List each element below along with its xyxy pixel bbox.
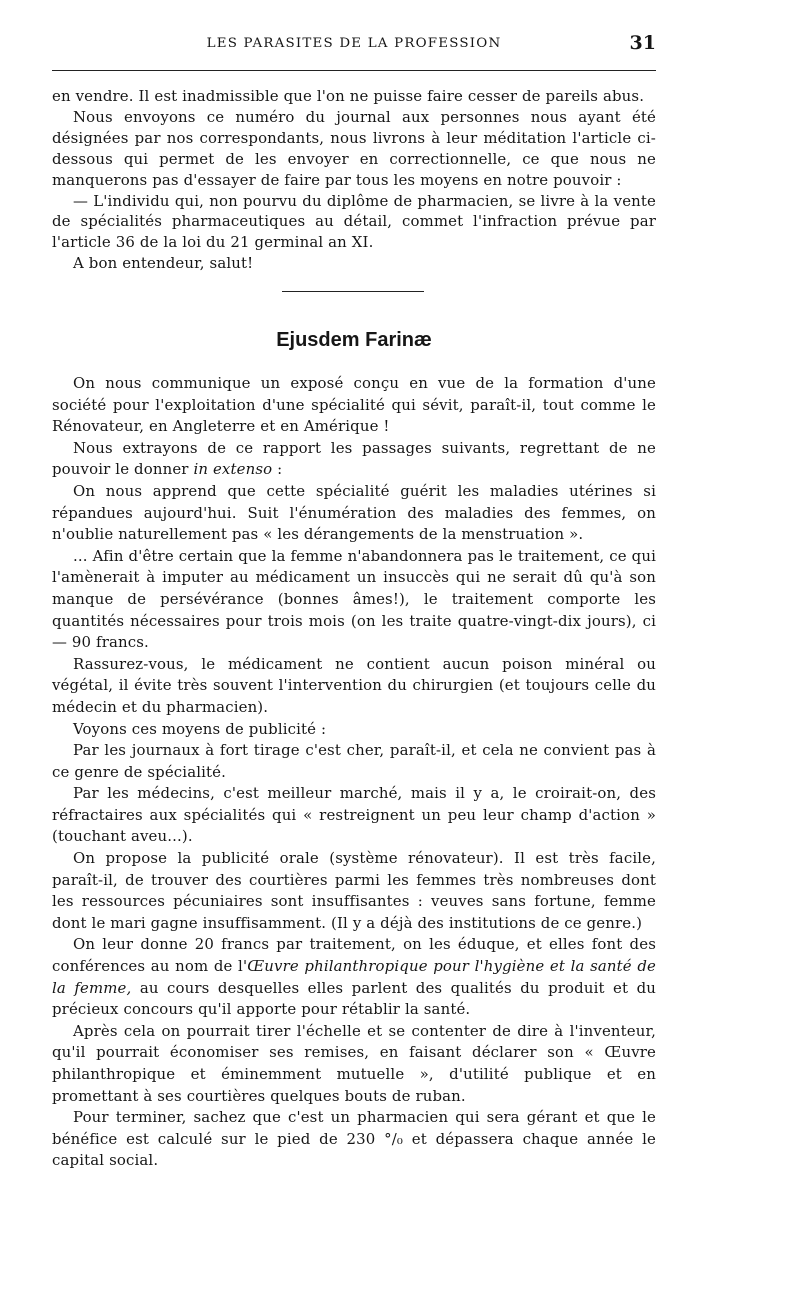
article-body bbox=[52, 373, 656, 1172]
page-number: 31 bbox=[629, 32, 656, 54]
header-rule bbox=[52, 70, 656, 71]
article-paragraph: ... Afin d'être certain que la femme n'abandonnera pas le traitement, ce qui l'amènerait à imputer au médicament un insuccès qui ne serait dû qu'à son manque de persévérance (bonnes âmes!), le traitement comporte les quantités nécessaires pour trois mois (on les traite quatre-vingt-dix jours), ci — 90 francs. bbox=[52, 546, 656, 652]
text-span: au cours desquelles elles parlent des qualités du produit et du précieux concours qu'il apporte pour rétablir la santé. bbox=[52, 978, 656, 1019]
section-title: Ejusdem Farinæ bbox=[276, 329, 432, 351]
intro-text bbox=[52, 86, 656, 274]
article-paragraph bbox=[52, 934, 656, 1020]
page-header bbox=[52, 34, 656, 58]
article-paragraph: Rassurez-vous, le médicament ne contient aucun poison minéral ou végétal, il évite très souvent l'intervention du chirurgien (et toujours celle du médecin et du pharmacien). bbox=[52, 654, 656, 716]
article-paragraph: Par les médecins, c'est meilleur marché, mais il y a, le croirait-on, des réfractaires aux spécialités qui « restreignent un peu leur champ d'action » (touchant aveu...). bbox=[52, 784, 656, 846]
italic-phrase: in extenso bbox=[193, 460, 273, 479]
article-paragraph: Par les journaux à fort tirage c'est cher, paraît-il, et cela ne convient pas à ce genre de spécialité. bbox=[52, 741, 656, 781]
text-span: : bbox=[272, 460, 283, 479]
running-title: LES PARASITES DE LA PROFESSION bbox=[206, 36, 502, 51]
article-paragraph: On nous communique un exposé conçu en vue de la formation d'une société pour l'exploitation d'une spécialité qui sévit, paraît-il, tout comme le Rénovateur, en Angleterre et en Amérique ! bbox=[52, 374, 656, 436]
article-paragraph: On nous apprend que cette spécialité guérit les maladies utérines si répandues aujourd'hui. Suit l'énumération des maladies des femmes, on n'oublie naturellement pas « les dérangements de la menstruation ». bbox=[52, 481, 656, 544]
article-paragraph: Après cela on pourrait tirer l'échelle et se contenter de dire à l'inventeur, qu'il pourrait économiser ses remises, en faisant déclarer son « Œuvre philanthropique et éminemment mutuelle », d'utilité publique et en promettant à ses courtières quelques bouts de ruban. bbox=[52, 1021, 656, 1105]
article-paragraph: Pour terminer, sachez que c'est un pharmacien qui sera gérant et que le bénéfice est calculé sur le pied de 230 °/₀ et dépassera chaque année le capital social. bbox=[52, 1108, 656, 1170]
intro-paragraph: en vendre. Il est inadmissible que l'on ne puisse faire cesser de pareils abus. bbox=[52, 87, 645, 105]
article-paragraph bbox=[52, 438, 656, 481]
law-quote-paragraph: — L'individu qui, non pourvu du diplôme de pharmacien, se livre à la vente de spécialités pharmaceutiques au détail, commet l'infraction prévue par l'article 36 de la loi du 21 germinal an XI. bbox=[52, 191, 656, 252]
article-paragraph: On propose la publicité orale (système rénovateur). Il est très facile, paraît-il, de trouver des courtières parmi les femmes très nombreuses dont les ressources pécuniaires sont insuffisantes : veuves sans fortune, femme dont le mari gagne insuffisamment. (Il y a déjà des institutions de ce genre.) bbox=[52, 849, 656, 932]
article-paragraph: Voyons ces moyens de publicité : bbox=[73, 719, 327, 738]
closing-paragraph: A bon entendeur, salut! bbox=[73, 254, 254, 273]
italic-phrase: Œuvre philanthropique pour l'hygiène et la santé de la femme, bbox=[52, 957, 656, 997]
text-span: On leur donne 20 francs par traitement, on les éduque, et elles font des conférences au nom de l' bbox=[52, 935, 656, 976]
section-separator bbox=[282, 291, 424, 292]
text-span: Nous extrayons de ce rapport les passages suivants, regrettant de ne pouvoir le donner bbox=[52, 438, 656, 479]
intro-paragraph: Nous envoyons ce numéro du journal aux personnes nous ayant été désignées par nos correspondants, nous livrons à leur méditation l'article ci-dessous qui permet de les envoyer en correctionnelle, ce que nous ne manquerons pas d'essayer de faire par tous les moyens en notre pouvoir : bbox=[52, 107, 656, 189]
